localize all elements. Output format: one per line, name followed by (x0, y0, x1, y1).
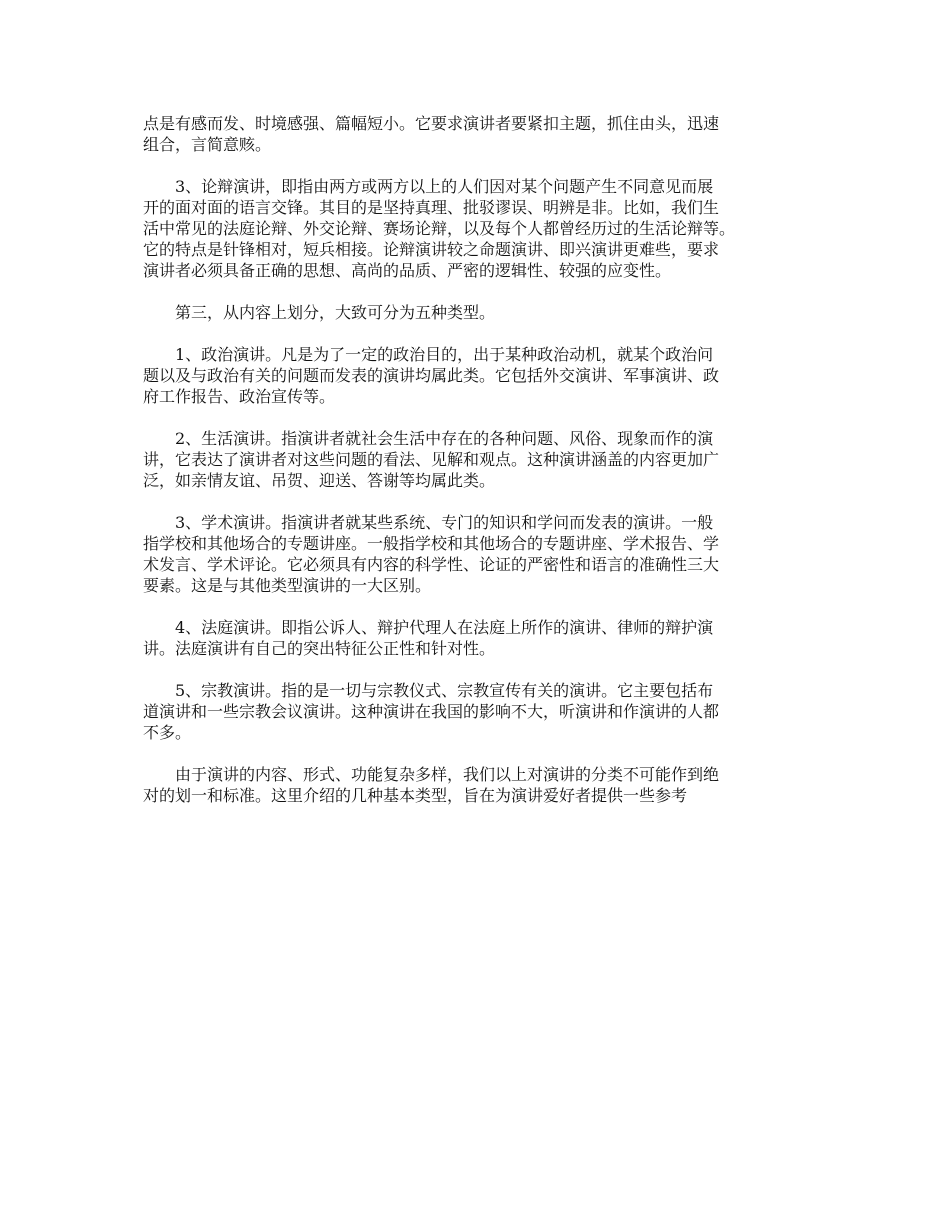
text-line: 3、论辩演讲，即指由两方或两方以上的人们因对某个问题产生不同意见而展 (175, 177, 714, 196)
text-line: 它的特点是针锋相对，短兵相接。论辩演讲较之命题演讲、即兴演讲更难些，要求 (143, 240, 720, 259)
text-line: 1、政治演讲。凡是为了一定的政治目的，出于某种政治动机，就某个政治问 (175, 345, 714, 364)
text-line: 3、学术演讲。指演讲者就某些系统、专门的知识和学问而发表的演讲。一般 (175, 513, 714, 532)
text-line: 点是有感而发、时境感强、篇幅短小。它要求演讲者要紧扣主题，抓住由头，迅速 (143, 114, 720, 133)
paragraph-third-classification (143, 302, 815, 323)
paragraph-political-speech (143, 344, 815, 407)
document-page (143, 113, 815, 827)
text-line: 开的面对面的语言交锋。其目的是坚持真理、批驳谬误、明辨是非。比如，我们生 (143, 198, 720, 217)
text-line: 演讲者必须具备正确的思想、高尚的品质、严密的逻辑性、较强的应变性。 (143, 261, 672, 280)
text-line: 术发言、学术评论。它必须具有内容的科学性、论证的严密性和语言的准确性三大 (143, 555, 720, 574)
text-line: 泛，如亲情友谊、吊贺、迎送、答谢等均属此类。 (143, 471, 496, 490)
text-line: 4、法庭演讲。即指公诉人、辩护代理人在法庭上所作的演讲、律师的辩护演 (175, 618, 714, 637)
text-line: 组合，言简意赅。 (143, 135, 272, 154)
text-line: 讲。法庭演讲有自己的突出特征公正性和针对性。 (143, 639, 496, 658)
text-line: 指学校和其他场合的专题讲座。一般指学校和其他场合的专题讲座、学术报告、学 (143, 534, 720, 553)
text-line: 不多。 (143, 723, 192, 742)
text-line: 2、生活演讲。指演讲者就社会生活中存在的各种问题、风俗、现象而作的演 (175, 429, 714, 448)
text-line: 由于演讲的内容、形式、功能复杂多样，我们以上对演讲的分类不可能作到绝 (175, 765, 720, 784)
paragraph-court-speech (143, 617, 815, 659)
text-line: 题以及与政治有关的问题而发表的演讲均属此类。它包括外交演讲、军事演讲、政 (143, 366, 720, 385)
text-line: 对的划一和标准。这里介绍的几种基本类型，旨在为演讲爱好者提供一些参考 (143, 786, 688, 805)
paragraph-continuation (143, 113, 815, 155)
paragraph-conclusion (143, 764, 815, 806)
text-line: 道演讲和一些宗教会议演讲。这种演讲在我国的影响不大，听演讲和作演讲的人都 (143, 702, 720, 721)
paragraph-life-speech (143, 428, 815, 491)
paragraph-debate-speech (143, 176, 815, 281)
text-line: 第三，从内容上划分，大致可分为五种类型。 (175, 303, 496, 322)
paragraph-religious-speech (143, 680, 815, 743)
text-line: 要素。这是与其他类型演讲的一大区别。 (143, 576, 432, 595)
paragraph-academic-speech (143, 512, 815, 596)
text-line: 府工作报告、政治宣传等。 (143, 387, 336, 406)
text-line: 活中常见的法庭论辩、外交论辩、赛场论辩，以及每个人都曾经历过的生活论辩等。 (143, 219, 736, 238)
text-line: 5、宗教演讲。指的是一切与宗教仪式、宗教宣传有关的演讲。它主要包括布 (175, 681, 714, 700)
text-line: 讲，它表达了演讲者对这些问题的看法、见解和观点。这种演讲涵盖的内容更加广 (143, 450, 720, 469)
